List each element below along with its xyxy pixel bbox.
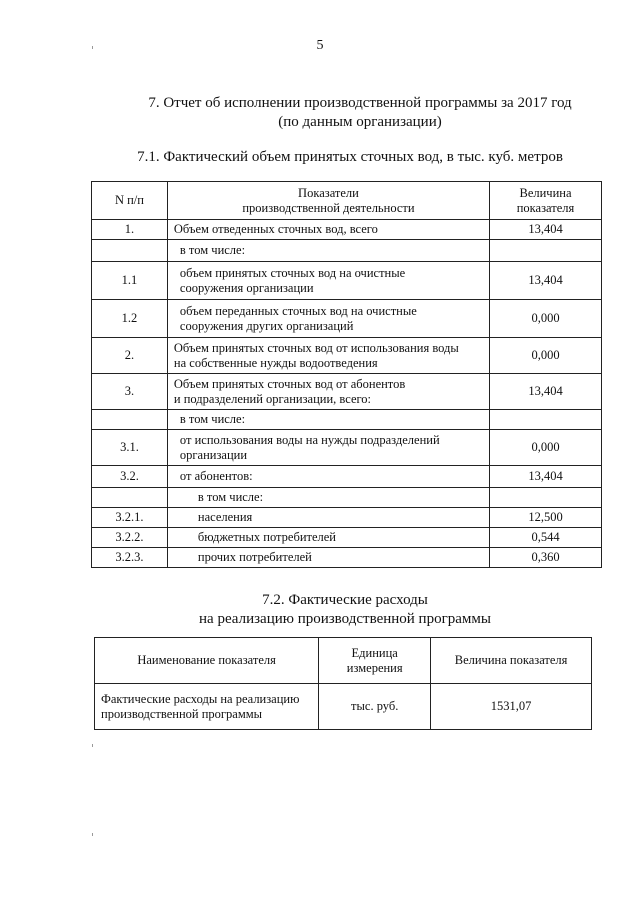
table-row xyxy=(92,488,602,508)
table-row xyxy=(92,528,602,548)
table-row xyxy=(92,466,602,488)
row-indicator xyxy=(167,410,489,430)
row-value: 0,360 xyxy=(490,548,602,568)
header-unit-line1: Единица xyxy=(351,645,398,660)
row-indicator-line1: в том числе: xyxy=(197,490,264,504)
row-indicator xyxy=(167,548,489,568)
table-row xyxy=(92,240,602,262)
wastewater-volume-table xyxy=(91,181,602,568)
page-number: 5 xyxy=(316,38,324,53)
scan-speck xyxy=(92,744,93,747)
row-indicator xyxy=(167,488,489,508)
row-indicator-line2: и подразделений организации, всего: xyxy=(173,391,372,406)
table-row xyxy=(92,220,602,240)
section72-title-line2: на реализацию производственной программы xyxy=(199,611,491,627)
section7-title xyxy=(0,94,640,132)
row-value: 0,000 xyxy=(490,430,602,466)
row-indicator-line2: сооружения организации xyxy=(179,280,314,295)
row-number: 2. xyxy=(92,338,168,374)
scan-speck xyxy=(92,833,93,836)
row-indicator xyxy=(167,220,489,240)
row-indicator xyxy=(167,528,489,548)
expense-name xyxy=(95,684,319,730)
row-value: 12,500 xyxy=(490,508,602,528)
expense-unit: тыс. руб. xyxy=(319,684,431,730)
row-value: 13,404 xyxy=(490,220,602,240)
row-indicator xyxy=(167,374,489,410)
header-value-line2: показателя xyxy=(516,200,575,215)
section71-title: 7.1. Фактический объем принятых сточных вод, в тыс. куб. метров xyxy=(137,149,563,165)
row-indicator-line1: Объем принятых сточных вод от использования воды xyxy=(173,340,459,355)
row-value xyxy=(490,240,602,262)
section7-title-line2: (по данным организации) xyxy=(278,114,442,130)
table-row xyxy=(92,548,602,568)
table-row xyxy=(92,508,602,528)
row-indicator-line1: прочих потребителей xyxy=(197,550,312,564)
row-number: 3.2.1. xyxy=(92,508,168,528)
row-indicator-line1: Объем принятых сточных вод от абонентов xyxy=(173,376,406,391)
header-indicator-line2: производственной деятельности xyxy=(242,200,415,215)
row-indicator-line1: Объем отведенных сточных вод, всего xyxy=(173,222,378,236)
row-value: 13,404 xyxy=(490,466,602,488)
row-number: 1. xyxy=(92,220,168,240)
row-value: 0,000 xyxy=(490,338,602,374)
header-value: Величина показателя xyxy=(431,638,592,684)
table-row xyxy=(92,262,602,300)
expense-name-line2: производственной программы xyxy=(101,706,263,721)
expense-name-line1: Фактические расходы на реализацию xyxy=(101,691,300,706)
row-indicator-line1: населения xyxy=(197,510,253,524)
table-header-row xyxy=(92,182,602,220)
row-indicator xyxy=(167,430,489,466)
row-number xyxy=(92,240,168,262)
row-indicator-line2: организации xyxy=(179,447,248,462)
row-value: 13,404 xyxy=(490,374,602,410)
table-row xyxy=(95,684,592,730)
table-row xyxy=(92,410,602,430)
row-value xyxy=(490,410,602,430)
header-indicator-line1: Показатели xyxy=(298,185,359,200)
scan-speck xyxy=(92,46,93,49)
expense-value: 1531,07 xyxy=(431,684,592,730)
expenses-table xyxy=(94,637,592,730)
table-row xyxy=(92,338,602,374)
header-num: N п/п xyxy=(92,182,168,220)
section7-title-line1: 7. Отчет об исполнении производственной программы за 2017 год xyxy=(148,95,572,111)
row-value: 13,404 xyxy=(490,262,602,300)
row-indicator xyxy=(167,338,489,374)
section72-title-line1: 7.2. Фактические расходы xyxy=(262,592,428,608)
section72-title xyxy=(0,591,640,629)
row-value: 0,544 xyxy=(490,528,602,548)
row-number: 3.1. xyxy=(92,430,168,466)
table-header-row xyxy=(95,638,592,684)
row-indicator-line1: бюджетных потребителей xyxy=(197,530,336,544)
table-row xyxy=(92,300,602,338)
row-indicator xyxy=(167,300,489,338)
row-number: 1.1 xyxy=(92,262,168,300)
row-indicator-line2: на собственные нужды водоотведения xyxy=(173,355,378,370)
row-indicator-line1: в том числе: xyxy=(179,243,246,257)
row-indicator-line1: объем принятых сточных вод на очистные xyxy=(179,265,406,280)
header-unit-line2: измерения xyxy=(346,660,403,675)
row-indicator xyxy=(167,508,489,528)
row-value xyxy=(490,488,602,508)
header-indicator xyxy=(167,182,489,220)
row-number: 3.2. xyxy=(92,466,168,488)
row-indicator-line1: от использования воды на нужды подразделений xyxy=(179,432,440,447)
row-indicator-line1: от абонентов: xyxy=(179,469,253,483)
row-number xyxy=(92,488,168,508)
header-unit xyxy=(319,638,431,684)
row-number xyxy=(92,410,168,430)
row-number: 3.2.2. xyxy=(92,528,168,548)
header-value xyxy=(490,182,602,220)
row-indicator-line1: в том числе: xyxy=(179,412,246,426)
row-indicator-line2: сооружения других организаций xyxy=(179,318,354,333)
row-number: 3. xyxy=(92,374,168,410)
table-row xyxy=(92,430,602,466)
row-number: 1.2 xyxy=(92,300,168,338)
table-row xyxy=(92,374,602,410)
row-number: 3.2.3. xyxy=(92,548,168,568)
header-name: Наименование показателя xyxy=(95,638,319,684)
row-indicator xyxy=(167,262,489,300)
row-indicator-line1: объем переданных сточных вод на очистные xyxy=(179,303,417,318)
row-value: 0,000 xyxy=(490,300,602,338)
row-indicator xyxy=(167,466,489,488)
header-value-line1: Величина xyxy=(519,185,572,200)
row-indicator xyxy=(167,240,489,262)
